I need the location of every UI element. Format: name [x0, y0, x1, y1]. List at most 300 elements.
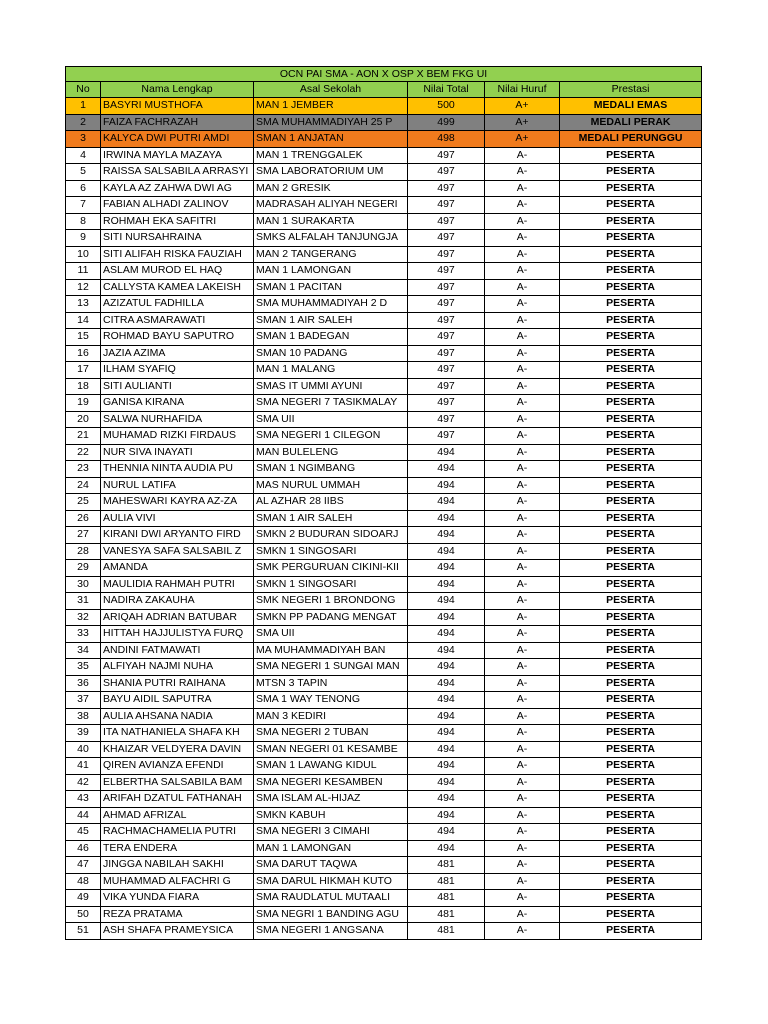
cell-no: 12 [66, 279, 101, 296]
cell-no: 42 [66, 774, 101, 791]
cell-grade: A- [485, 725, 560, 742]
cell-name: VANESYA SAFA SALSABIL Z [101, 543, 254, 560]
cell-no: 16 [66, 345, 101, 362]
cell-total: 497 [408, 345, 485, 362]
cell-no: 2 [66, 114, 101, 131]
table-row [66, 263, 702, 280]
cell-total: 494 [408, 510, 485, 527]
table-row [66, 510, 702, 527]
table-row [66, 246, 702, 263]
results-table [65, 66, 702, 940]
cell-total: 497 [408, 312, 485, 329]
cell-school: SMA UII [254, 626, 408, 643]
cell-total: 494 [408, 642, 485, 659]
cell-name: NURUL LATIFA [101, 477, 254, 494]
header-total: Nilai Total [408, 82, 485, 98]
cell-school: MAN 1 SURAKARTA [254, 213, 408, 230]
table-header-row [66, 82, 702, 98]
cell-school: MAN 3 KEDIRI [254, 708, 408, 725]
cell-grade: A- [485, 197, 560, 214]
cell-no: 6 [66, 180, 101, 197]
cell-total: 481 [408, 906, 485, 923]
results-sheet [65, 66, 701, 940]
cell-grade: A+ [485, 131, 560, 148]
cell-no: 48 [66, 873, 101, 890]
cell-total: 494 [408, 675, 485, 692]
cell-school: SMA NEGERI 1 SUNGAI MAN [254, 659, 408, 676]
table-row [66, 659, 702, 676]
cell-school: SMAN 10 PADANG [254, 345, 408, 362]
cell-school: AL AZHAR 28 IIBS [254, 494, 408, 511]
table-row [66, 147, 702, 164]
cell-no: 46 [66, 840, 101, 857]
cell-grade: A- [485, 923, 560, 940]
cell-name: FAIZA FACHRAZAH [101, 114, 254, 131]
cell-grade: A- [485, 246, 560, 263]
cell-grade: A- [485, 213, 560, 230]
cell-name: SITI AULIANTI [101, 378, 254, 395]
table-row [66, 642, 702, 659]
cell-school: SMK NEGERI 1 BRONDONG [254, 593, 408, 610]
cell-name: ASH SHAFA PRAMEYSICA [101, 923, 254, 940]
cell-name: TERA ENDERA [101, 840, 254, 857]
cell-award: PESERTA [560, 180, 702, 197]
cell-no: 18 [66, 378, 101, 395]
cell-school: SMA UII [254, 411, 408, 428]
table-row [66, 807, 702, 824]
cell-name: AZIZATUL FADHILLA [101, 296, 254, 313]
table-title: OCN PAI SMA - AON X OSP X BEM FKG UI [66, 67, 702, 82]
cell-school: SMAN 1 LAWANG KIDUL [254, 758, 408, 775]
cell-award: PESERTA [560, 659, 702, 676]
cell-name: KHAIZAR VELDYERA DAVIN [101, 741, 254, 758]
cell-award: PESERTA [560, 312, 702, 329]
cell-name: MAHESWARI KAYRA AZ-ZA [101, 494, 254, 511]
cell-name: ASLAM MUROD EL HAQ [101, 263, 254, 280]
table-row [66, 378, 702, 395]
cell-award: PESERTA [560, 329, 702, 346]
table-row [66, 296, 702, 313]
cell-grade: A- [485, 807, 560, 824]
cell-total: 481 [408, 923, 485, 940]
cell-grade: A- [485, 279, 560, 296]
cell-award: PESERTA [560, 246, 702, 263]
cell-name: ALFIYAH NAJMI NUHA [101, 659, 254, 676]
cell-grade: A- [485, 675, 560, 692]
cell-school: SMA NEGERI KESAMBEN [254, 774, 408, 791]
cell-school: SMK PERGURUAN CIKINI-KII [254, 560, 408, 577]
cell-name: MAULIDIA RAHMAH PUTRI [101, 576, 254, 593]
header-name: Nama Lengkap [101, 82, 254, 98]
cell-school: SMA NEGRI 1 BANDING AGU [254, 906, 408, 923]
cell-no: 44 [66, 807, 101, 824]
cell-grade: A+ [485, 98, 560, 115]
cell-award: PESERTA [560, 642, 702, 659]
cell-no: 19 [66, 395, 101, 412]
cell-total: 494 [408, 560, 485, 577]
cell-name: ELBERTHA SALSABILA BAM [101, 774, 254, 791]
table-row [66, 345, 702, 362]
cell-award: PESERTA [560, 708, 702, 725]
cell-name: ARIQAH ADRIAN BATUBAR [101, 609, 254, 626]
table-row [66, 197, 702, 214]
table-row [66, 791, 702, 808]
cell-award: PESERTA [560, 840, 702, 857]
cell-grade: A- [485, 758, 560, 775]
cell-award: PESERTA [560, 543, 702, 560]
cell-grade: A- [485, 263, 560, 280]
cell-no: 51 [66, 923, 101, 940]
cell-name: RACHMACHAMELIA PUTRI [101, 824, 254, 841]
cell-name: HITTAH HAJJULISTYA FURQ [101, 626, 254, 643]
cell-school: SMA LABORATORIUM UM [254, 164, 408, 181]
table-row [66, 329, 702, 346]
table-row [66, 213, 702, 230]
cell-name: AULIA AHSANA NADIA [101, 708, 254, 725]
cell-total: 494 [408, 791, 485, 808]
cell-grade: A- [485, 296, 560, 313]
cell-school: SMAN 1 NGIMBANG [254, 461, 408, 478]
cell-name: FABIAN ALHADI ZALINOV [101, 197, 254, 214]
cell-name: KALYCA DWI PUTRI AMDI [101, 131, 254, 148]
cell-total: 497 [408, 147, 485, 164]
cell-name: ITA NATHANIELA SHAFA KH [101, 725, 254, 742]
cell-grade: A- [485, 230, 560, 247]
cell-grade: A- [485, 692, 560, 709]
cell-no: 25 [66, 494, 101, 511]
cell-school: SMKN PP PADANG MENGAT [254, 609, 408, 626]
cell-total: 494 [408, 461, 485, 478]
cell-grade: A- [485, 329, 560, 346]
cell-total: 481 [408, 890, 485, 907]
cell-total: 497 [408, 296, 485, 313]
cell-grade: A- [485, 791, 560, 808]
cell-award: MEDALI PERUNGGU [560, 131, 702, 148]
cell-award: PESERTA [560, 411, 702, 428]
table-row [66, 395, 702, 412]
cell-name: ROHMAD BAYU SAPUTRO [101, 329, 254, 346]
table-row [66, 609, 702, 626]
cell-total: 499 [408, 114, 485, 131]
cell-grade: A- [485, 576, 560, 593]
cell-no: 26 [66, 510, 101, 527]
table-row [66, 708, 702, 725]
table-row [66, 774, 702, 791]
cell-total: 497 [408, 213, 485, 230]
cell-award: PESERTA [560, 279, 702, 296]
cell-grade: A- [485, 890, 560, 907]
header-grade: Nilai Huruf [485, 82, 560, 98]
table-row [66, 593, 702, 610]
cell-no: 45 [66, 824, 101, 841]
cell-no: 20 [66, 411, 101, 428]
cell-no: 28 [66, 543, 101, 560]
table-row [66, 758, 702, 775]
cell-total: 494 [408, 609, 485, 626]
cell-award: PESERTA [560, 147, 702, 164]
cell-total: 497 [408, 362, 485, 379]
table-row [66, 840, 702, 857]
cell-award: PESERTA [560, 609, 702, 626]
cell-award: PESERTA [560, 692, 702, 709]
table-row [66, 675, 702, 692]
cell-name: REZA PRATAMA [101, 906, 254, 923]
cell-grade: A- [485, 411, 560, 428]
cell-school: SMA MUHAMMADIYAH 25 P [254, 114, 408, 131]
cell-school: SMAN 1 BADEGAN [254, 329, 408, 346]
cell-total: 494 [408, 807, 485, 824]
table-title-row [66, 67, 702, 82]
cell-award: PESERTA [560, 527, 702, 544]
cell-award: PESERTA [560, 230, 702, 247]
table-row [66, 312, 702, 329]
table-row [66, 824, 702, 841]
cell-total: 494 [408, 444, 485, 461]
cell-total: 494 [408, 593, 485, 610]
cell-award: PESERTA [560, 890, 702, 907]
cell-school: SMAN 1 AIR SALEH [254, 312, 408, 329]
cell-award: PESERTA [560, 857, 702, 874]
cell-grade: A- [485, 824, 560, 841]
cell-no: 47 [66, 857, 101, 874]
cell-school: MAN 2 GRESIK [254, 180, 408, 197]
cell-award: PESERTA [560, 510, 702, 527]
cell-award: PESERTA [560, 444, 702, 461]
cell-name: AULIA VIVI [101, 510, 254, 527]
cell-grade: A- [485, 494, 560, 511]
cell-total: 497 [408, 246, 485, 263]
cell-grade: A- [485, 345, 560, 362]
cell-name: ILHAM SYAFIQ [101, 362, 254, 379]
cell-award: PESERTA [560, 494, 702, 511]
cell-no: 34 [66, 642, 101, 659]
cell-school: MAN 2 TANGERANG [254, 246, 408, 263]
table-row [66, 725, 702, 742]
cell-school: MADRASAH ALIYAH NEGERI [254, 197, 408, 214]
cell-award: PESERTA [560, 345, 702, 362]
cell-no: 14 [66, 312, 101, 329]
table-row [66, 164, 702, 181]
cell-award: PESERTA [560, 362, 702, 379]
cell-no: 15 [66, 329, 101, 346]
table-row [66, 114, 702, 131]
cell-total: 497 [408, 230, 485, 247]
table-row [66, 411, 702, 428]
table-row [66, 279, 702, 296]
cell-grade: A- [485, 840, 560, 857]
cell-grade: A- [485, 461, 560, 478]
cell-award: PESERTA [560, 906, 702, 923]
cell-grade: A- [485, 560, 560, 577]
cell-grade: A- [485, 147, 560, 164]
cell-grade: A- [485, 873, 560, 890]
cell-grade: A- [485, 741, 560, 758]
cell-total: 497 [408, 263, 485, 280]
cell-award: MEDALI PERAK [560, 114, 702, 131]
cell-no: 3 [66, 131, 101, 148]
cell-award: PESERTA [560, 560, 702, 577]
cell-school: SMKN 1 SINGOSARI [254, 576, 408, 593]
cell-total: 494 [408, 477, 485, 494]
cell-total: 494 [408, 741, 485, 758]
cell-name: NADIRA ZAKAUHA [101, 593, 254, 610]
cell-no: 30 [66, 576, 101, 593]
cell-award: PESERTA [560, 675, 702, 692]
results-table-body [66, 67, 702, 940]
cell-grade: A- [485, 477, 560, 494]
cell-no: 40 [66, 741, 101, 758]
cell-award: PESERTA [560, 741, 702, 758]
cell-total: 494 [408, 659, 485, 676]
cell-total: 497 [408, 428, 485, 445]
cell-total: 494 [408, 692, 485, 709]
cell-no: 36 [66, 675, 101, 692]
cell-total: 498 [408, 131, 485, 148]
table-row [66, 362, 702, 379]
cell-name: KAYLA AZ ZAHWA DWI AG [101, 180, 254, 197]
cell-no: 41 [66, 758, 101, 775]
cell-school: MAN 1 TRENGGALEK [254, 147, 408, 164]
cell-grade: A- [485, 708, 560, 725]
cell-school: SMA NEGERI 2 TUBAN [254, 725, 408, 742]
cell-grade: A- [485, 593, 560, 610]
cell-total: 494 [408, 824, 485, 841]
cell-no: 32 [66, 609, 101, 626]
cell-no: 27 [66, 527, 101, 544]
cell-name: BAYU AIDIL SAPUTRA [101, 692, 254, 709]
header-award: Prestasi [560, 82, 702, 98]
cell-award: PESERTA [560, 461, 702, 478]
table-row [66, 131, 702, 148]
cell-name: BASYRI MUSTHOFA [101, 98, 254, 115]
cell-award: PESERTA [560, 576, 702, 593]
cell-no: 23 [66, 461, 101, 478]
cell-grade: A- [485, 395, 560, 412]
cell-school: MAN 1 MALANG [254, 362, 408, 379]
table-row [66, 857, 702, 874]
header-school: Asal Sekolah [254, 82, 408, 98]
cell-grade: A- [485, 906, 560, 923]
cell-name: SHANIA PUTRI RAIHANA [101, 675, 254, 692]
cell-award: PESERTA [560, 378, 702, 395]
cell-total: 494 [408, 494, 485, 511]
cell-no: 7 [66, 197, 101, 214]
cell-name: NUR SIVA INAYATI [101, 444, 254, 461]
cell-grade: A- [485, 543, 560, 560]
cell-name: AMANDA [101, 560, 254, 577]
cell-school: MAS NURUL UMMAH [254, 477, 408, 494]
cell-school: SMA NEGERI 1 ANGSANA [254, 923, 408, 940]
cell-total: 481 [408, 857, 485, 874]
cell-name: JINGGA NABILAH SAKHI [101, 857, 254, 874]
cell-school: SMA 1 WAY TENONG [254, 692, 408, 709]
cell-grade: A- [485, 444, 560, 461]
cell-total: 494 [408, 725, 485, 742]
cell-no: 33 [66, 626, 101, 643]
cell-award: PESERTA [560, 197, 702, 214]
cell-no: 39 [66, 725, 101, 742]
cell-school: SMA RAUDLATUL MUTAALI [254, 890, 408, 907]
cell-award: PESERTA [560, 477, 702, 494]
cell-school: SMAN 1 PACITAN [254, 279, 408, 296]
cell-name: IRWINA MAYLA MAZAYA [101, 147, 254, 164]
cell-award: PESERTA [560, 725, 702, 742]
table-row [66, 461, 702, 478]
cell-name: RAISSA SALSABILA ARRASYI [101, 164, 254, 181]
table-row [66, 477, 702, 494]
cell-total: 494 [408, 626, 485, 643]
cell-school: SMAN 1 ANJATAN [254, 131, 408, 148]
cell-no: 31 [66, 593, 101, 610]
cell-school: MAN 1 LAMONGAN [254, 263, 408, 280]
cell-name: SITI NURSAHRAINA [101, 230, 254, 247]
cell-total: 481 [408, 873, 485, 890]
cell-no: 21 [66, 428, 101, 445]
cell-school: MAN 1 JEMBER [254, 98, 408, 115]
cell-total: 497 [408, 411, 485, 428]
table-row [66, 560, 702, 577]
cell-school: MA MUHAMMADIYAH BAN [254, 642, 408, 659]
cell-grade: A- [485, 428, 560, 445]
cell-grade: A- [485, 527, 560, 544]
cell-no: 38 [66, 708, 101, 725]
cell-grade: A- [485, 774, 560, 791]
cell-no: 35 [66, 659, 101, 676]
cell-no: 4 [66, 147, 101, 164]
cell-total: 494 [408, 708, 485, 725]
table-row [66, 543, 702, 560]
cell-school: SMA DARUL HIKMAH KUTO [254, 873, 408, 890]
table-row [66, 576, 702, 593]
table-row [66, 527, 702, 544]
cell-name: JAZIA AZIMA [101, 345, 254, 362]
cell-name: SITI ALIFAH RISKA FAUZIAH [101, 246, 254, 263]
table-row [66, 428, 702, 445]
table-row [66, 890, 702, 907]
cell-school: SMAS IT UMMI AYUNI [254, 378, 408, 395]
cell-award: PESERTA [560, 164, 702, 181]
cell-award: PESERTA [560, 428, 702, 445]
cell-name: CITRA ASMARAWATI [101, 312, 254, 329]
table-row [66, 626, 702, 643]
cell-award: PESERTA [560, 923, 702, 940]
cell-total: 494 [408, 527, 485, 544]
cell-total: 497 [408, 329, 485, 346]
table-row [66, 923, 702, 940]
cell-total: 500 [408, 98, 485, 115]
cell-grade: A- [485, 626, 560, 643]
cell-school: SMA NEGERI 3 CIMAHI [254, 824, 408, 841]
cell-award: PESERTA [560, 213, 702, 230]
cell-school: SMA DARUT TAQWA [254, 857, 408, 874]
cell-name: ANDINI FATMAWATI [101, 642, 254, 659]
cell-school: SMAN 1 AIR SALEH [254, 510, 408, 527]
cell-school: MAN BULELENG [254, 444, 408, 461]
cell-total: 494 [408, 774, 485, 791]
cell-no: 29 [66, 560, 101, 577]
table-row [66, 230, 702, 247]
table-row [66, 444, 702, 461]
cell-grade: A- [485, 510, 560, 527]
cell-award: PESERTA [560, 593, 702, 610]
cell-total: 494 [408, 840, 485, 857]
cell-no: 5 [66, 164, 101, 181]
cell-name: MUHAMAD RIZKI FIRDAUS [101, 428, 254, 445]
cell-name: GANISA KIRANA [101, 395, 254, 412]
cell-school: SMA NEGERI 7 TASIKMALAY [254, 395, 408, 412]
cell-school: SMA NEGERI 1 CILEGON [254, 428, 408, 445]
cell-no: 11 [66, 263, 101, 280]
